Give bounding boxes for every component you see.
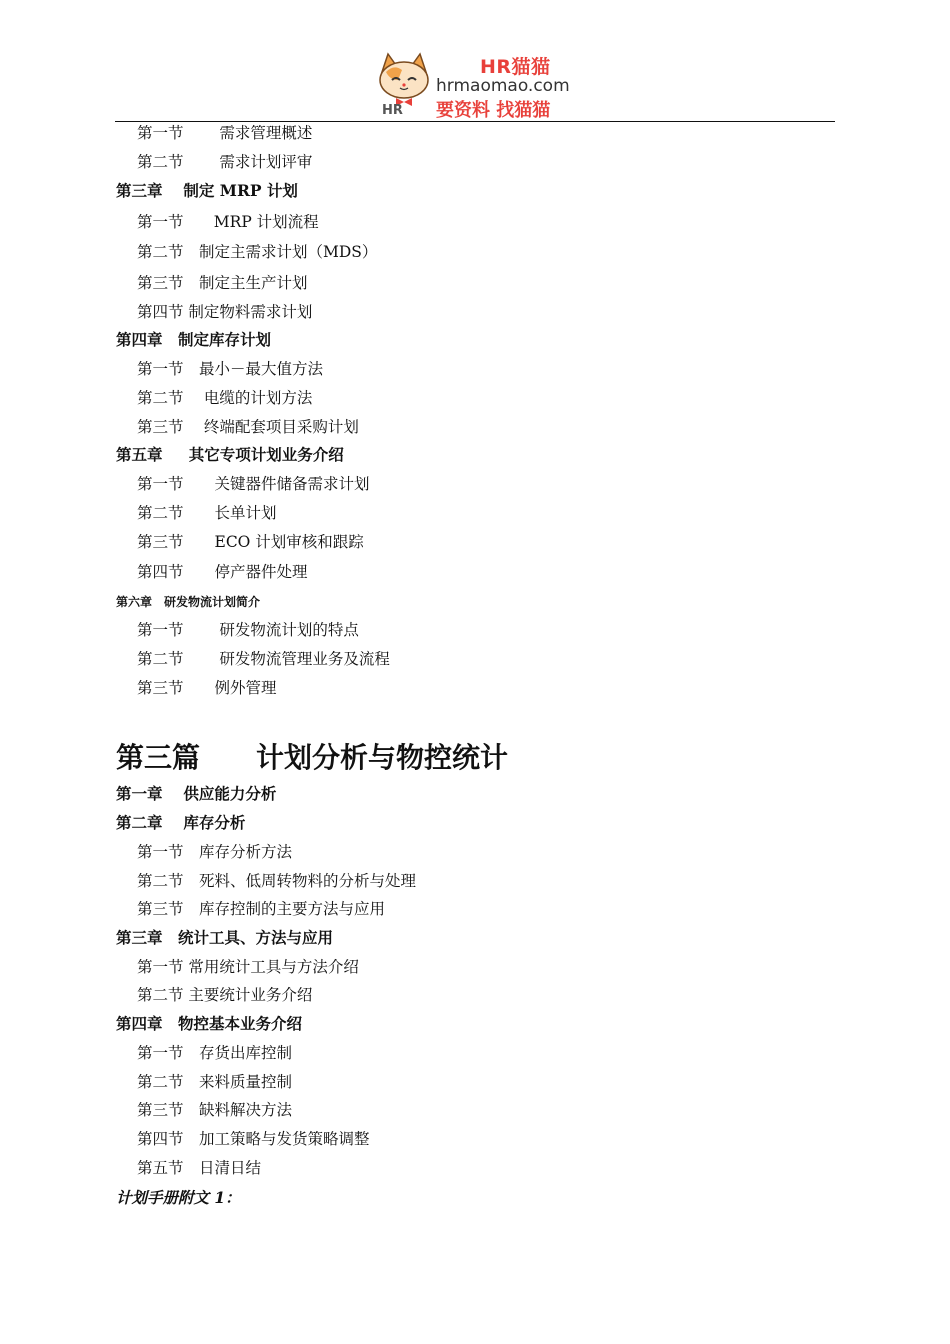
toc-section: 第一节 关键器件储备需求计划 [137, 475, 370, 493]
part-title: 第三篇 计划分析与物控统计 [116, 741, 509, 774]
toc-chapter: 第四章 物控基本业务介绍 [116, 1014, 303, 1033]
toc-section: 第三节 库存控制的主要方法与应用 [137, 900, 386, 918]
toc-section: 第二节 研发物流管理业务及流程 [137, 650, 390, 668]
toc-section: 第二节 长单计划 [137, 504, 277, 522]
toc-chapter: 第四章 制定库存计划 [116, 330, 272, 349]
toc-section: 第三节 ECO 计划审核和跟踪 [137, 533, 364, 551]
toc-section: 第一节 需求管理概述 [137, 124, 313, 142]
toc-section: 第二节 主要统计业务介绍 [137, 986, 313, 1004]
toc-section: 第一节 最小－最大值方法 [137, 360, 324, 378]
toc-section: 第二节 电缆的计划方法 [137, 389, 313, 407]
toc-chapter: 第一章 供应能力分析 [116, 784, 277, 803]
appendix-heading: 计划手册附文 1： [116, 1188, 241, 1207]
toc-chapter: 第二章 库存分析 [116, 813, 246, 832]
toc-chapter: 第六章 研发物流计划简介 [116, 595, 261, 609]
brand-slogan: 要资料 找猫猫 [436, 100, 551, 121]
toc-section: 第二节 来料质量控制 [137, 1073, 293, 1091]
toc-section: 第四节 停产器件处理 [137, 563, 308, 581]
toc-section: 第一节 研发物流计划的特点 [137, 621, 359, 639]
brand-name: HR猫猫 [480, 56, 551, 78]
toc-section: 第二节 死料、低周转物料的分析与处理 [137, 872, 417, 890]
cat-mascot-icon [372, 50, 436, 116]
toc-section: 第二节 制定主需求计划（MDS） [137, 243, 378, 261]
svg-text:HR: HR [382, 103, 403, 116]
toc-chapter: 第五章 其它专项计划业务介绍 [116, 445, 344, 464]
toc-chapter: 第三章 制定 MRP 计划 [116, 181, 298, 200]
toc-section: 第三节 缺料解决方法 [137, 1101, 293, 1119]
toc-section: 第一节 库存分析方法 [137, 843, 293, 861]
toc-section: 第五节 日清日结 [137, 1159, 262, 1177]
toc-section: 第一节 存货出库控制 [137, 1044, 293, 1062]
toc-section: 第三节 终端配套项目采购计划 [137, 418, 359, 436]
toc-chapter: 第三章 统计工具、方法与应用 [116, 928, 334, 947]
header-logo [372, 50, 582, 120]
toc-section: 第三节 例外管理 [137, 679, 277, 697]
toc-section: 第四节 制定物料需求计划 [137, 303, 313, 321]
toc-section: 第二节 需求计划评审 [137, 153, 313, 171]
header-divider [115, 121, 835, 122]
toc-section: 第四节 加工策略与发货策略调整 [137, 1130, 370, 1148]
toc-section: 第三节 制定主生产计划 [137, 274, 308, 292]
brand-domain: hrmaomao.com [436, 76, 570, 96]
toc-section: 第一节 MRP 计划流程 [137, 213, 319, 231]
toc-section: 第一节 常用统计工具与方法介绍 [137, 958, 359, 976]
